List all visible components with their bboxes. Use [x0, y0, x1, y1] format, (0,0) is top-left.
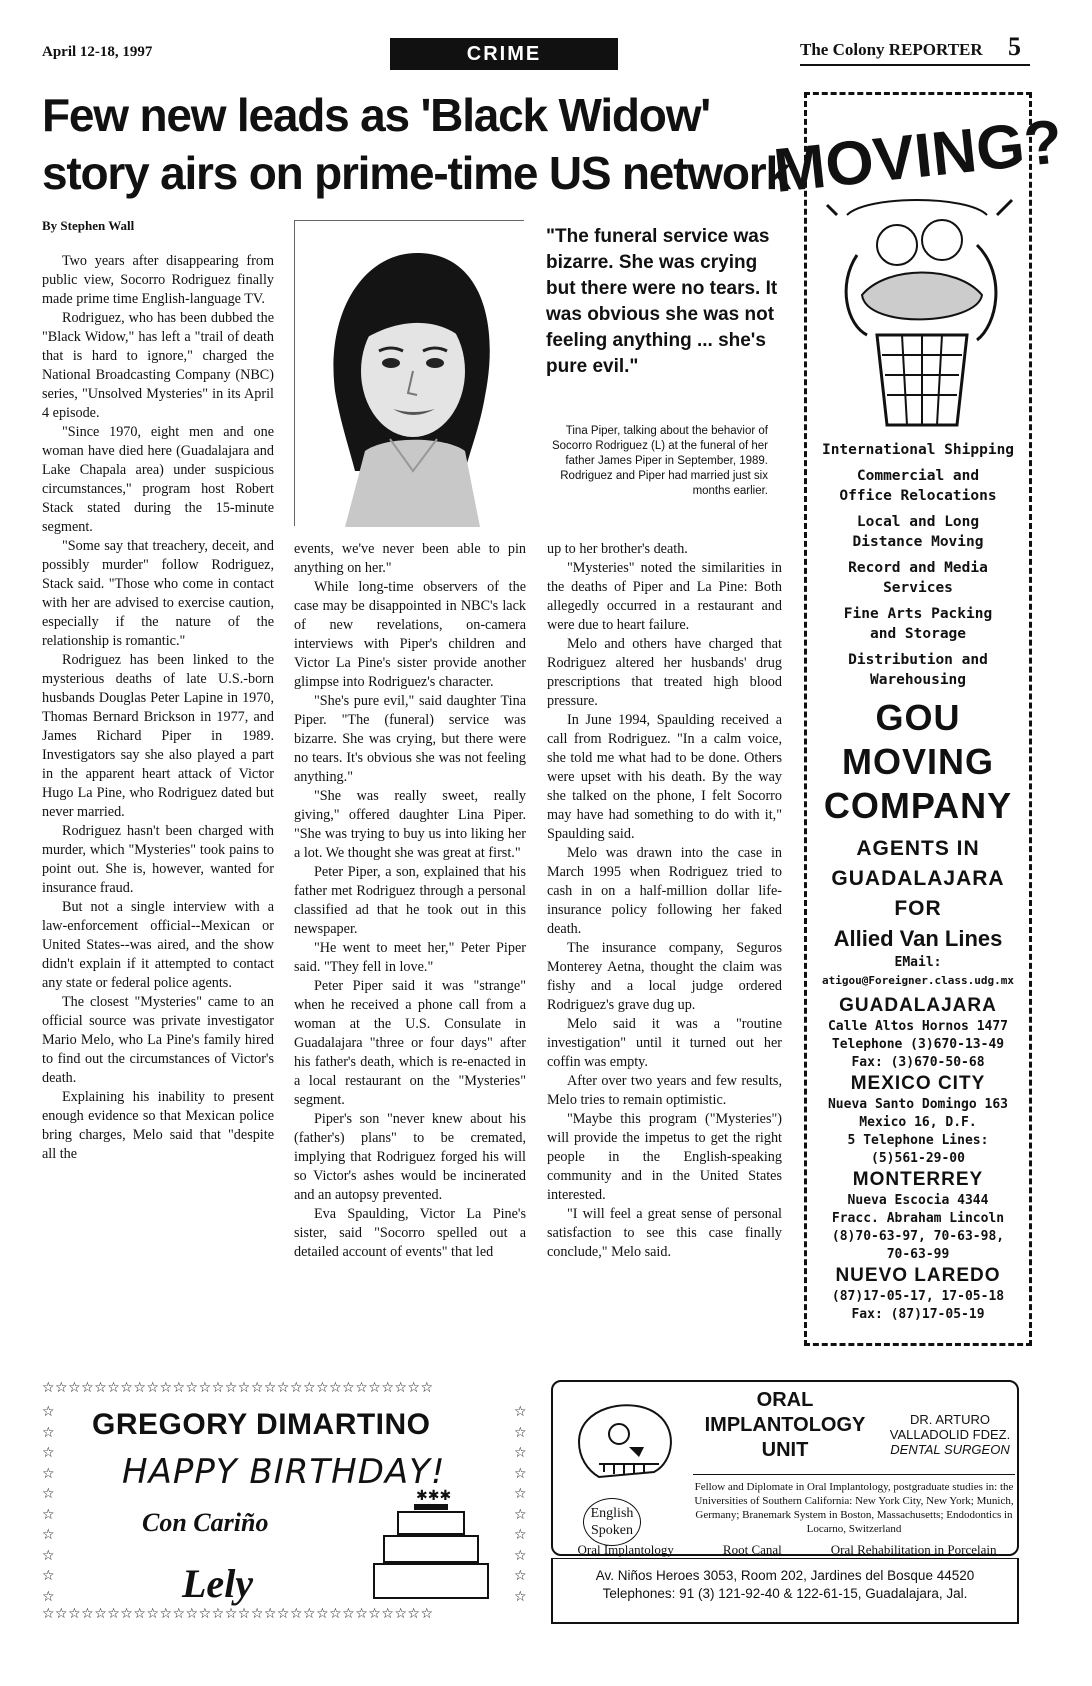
skull-implant-illustration [559, 1392, 689, 1492]
office-line: Fax: (87)17-05-19 [851, 1307, 985, 1322]
paragraph: up to her brother's death. [547, 541, 688, 557]
specialty-item: Oral Rehabilitation in Porcelain [830, 1542, 997, 1557]
office-line: (8)70-63-97, 70-63-98, [831, 1229, 1005, 1244]
paragraph: "Some say that treachery, deceit, and possibly murder" follow Rodriguez, Stack said. "Those who come in contact with her are advised to exercise caution, especially if the nature of the relationship is romantic." [42, 538, 274, 649]
dental-divider [693, 1474, 1015, 1475]
dental-title-line: ORAL [756, 1389, 814, 1411]
birthday-cake-icon [372, 1488, 502, 1602]
office-line: Calle Altos Hornos 1477 [827, 1019, 1008, 1034]
office-city: MEXICO CITY [850, 1073, 986, 1094]
moving-services [807, 440, 1029, 690]
agents-line: AGENTS IN [856, 837, 980, 860]
dental-address: Av. Niños Heroes 3053, Room 202, Jardines del Bosque 44520 [595, 1568, 975, 1583]
paragraph: The closest "Mysteries" came to an official source was private investigator Mario Melo, who La Pine's family hired to find out the circumstances of Victor's death. [42, 994, 274, 1086]
paragraph: events, we've never been able to pin anything on her." [294, 541, 526, 576]
paragraph: "He went to meet her," Peter Piper said. "They fell in love." [294, 940, 526, 975]
moving-logo: MOVING? [770, 107, 1066, 206]
badge-line: Spoken [591, 1523, 633, 1538]
dental-title-line: UNIT [761, 1439, 809, 1461]
service-item: Distribution and Warehousing [848, 652, 988, 688]
paragraph: Rodriguez, who has been dubbed the "Black Widow," has left a "trail of death that is hard to ignore," charged the National Broadcasting Company (NBC) series, "Unsolved Mysteries" in its April 4 episode. [42, 310, 274, 421]
headline: Few new leads as 'Black Widow' story airs on prime-time US network [42, 89, 790, 199]
dental-phones: Telephones: 91 (3) 121-92-40 & 122-61-15, Guadalajara, Jal. [602, 1586, 968, 1601]
birthday-name: GREGORY DIMARTINO [92, 1408, 431, 1441]
dental-address-box [551, 1558, 1019, 1624]
doctor-name-line: DR. ARTURO [910, 1412, 990, 1427]
office-line: Nueva Escocia 4344 [847, 1193, 989, 1208]
dental-specialties [553, 1542, 1021, 1558]
header-rule [800, 64, 1030, 66]
office-line: Telephone (3)670-13-49 [831, 1037, 1005, 1052]
service-item: Fine Arts Packing and Storage [843, 606, 993, 642]
office-line: (87)17-05-17, 17-05-18 [831, 1289, 1005, 1304]
section-banner: CRIME [390, 38, 618, 70]
pull-quote: "The funeral service was bizarre. She was crying but there were no tears. It was obvious she was not feeling anything ... she's pure evil." [546, 226, 778, 377]
agents-line: FOR [894, 897, 942, 920]
company-name [807, 696, 1029, 828]
office-city: NUEVO LAREDO [835, 1265, 1001, 1286]
paragraph: Peter Piper said it was "strange" when he received a phone call from a woman at the U.S. Consulate in Guadalajara "three or four days" after his father's death, which is re-enacted in a local restaurant on the "Mysteries" segment. [294, 978, 526, 1108]
portrait-photo [294, 220, 524, 526]
birthday-con-carino: Con Cariño [142, 1508, 269, 1537]
paragraph: The insurance company, Seguros Monterey Aetna, thought the claim was fishy and a local judge ordered Rodriguez's grave dug up. [547, 940, 782, 1013]
badge-line: English [590, 1506, 634, 1521]
doctor-role: DENTAL SURGEON [890, 1442, 1010, 1457]
email-address[interactable]: atigou@Foreigner.class.udg.mx [821, 974, 1015, 987]
dental-ad [551, 1380, 1019, 1556]
paragraph: Two years after disappearing from public view, Socorro Rodriguez finally made prime time English-language TV. [42, 253, 274, 307]
office-line: (5)561-29-00 [871, 1151, 965, 1166]
paragraph: "I will feel a great sense of personal satisfaction to see this case finally conclude," Melo said. [547, 1206, 782, 1260]
office-line: 5 Telephone Lines: [847, 1133, 989, 1148]
paragraph: Melo was drawn into the case in March 1995 when Rodriguez tried to cash in on a half-million dollar life-insurance policy following her faked death. [547, 845, 782, 937]
svg-text:✱✱✱: ✱✱✱ [416, 1488, 452, 1504]
paragraph: "Mysteries" noted the similarities in the deaths of Piper and La Pine: Both allegedly occurred in a restaurant and were due to heart failure. [547, 560, 782, 633]
doctor-name-line: VALLADOLID FDEZ. [889, 1427, 1011, 1442]
article-column-2 [294, 540, 526, 1372]
article-column-3 [547, 540, 782, 1372]
paragraph: Peter Piper, a son, explained that his father met Rodriguez through a personal classified ad that he took out in this newspaper. [294, 864, 526, 937]
service-item: International Shipping [821, 442, 1015, 458]
service-item: Record and Media Services [848, 560, 988, 596]
star-border-bottom: ☆☆☆☆☆☆☆☆☆☆☆☆☆☆☆☆☆☆☆☆☆☆☆☆☆☆☆☆☆☆ [42, 1606, 434, 1622]
office-line: Nueva Santo Domingo 163 [827, 1097, 1008, 1112]
paragraph: Explaining his inability to present enough evidence so that Mexican police bring charges, Melo said that "despite all the [42, 1089, 274, 1162]
paragraph: In June 1994, Spaulding received a call from Rodriguez. "In a calm voice, she told me what had to be done. Others were upset with his death. By the way she talked on the phone, I felt Socorro may have had something to do with it," Spaulding said. [547, 712, 782, 842]
service-item: Local and Long Distance Moving [852, 514, 984, 550]
article-column-1 [42, 252, 274, 1372]
star-border-right: ☆ ☆ ☆ ☆ ☆ ☆ ☆ ☆ ☆ ☆ [514, 1404, 527, 1605]
service-item: Commercial and Office Relocations [839, 468, 997, 504]
paragraph: "Maybe this program ("Mysteries") will provide the impetus to get the right people in the English-speaking community and in the United States interested. [547, 1111, 782, 1203]
office-line: Fracc. Abraham Lincoln [831, 1211, 1005, 1226]
dental-title-line: IMPLANTOLOGY [704, 1414, 866, 1436]
paragraph: "Since 1970, eight men and one woman have died here (Guadalajara and Lake Chapala area) under suspicious circumstances," program host Robert Stack stated during the 15-minute segment. [42, 424, 274, 535]
star-border-left: ☆ ☆ ☆ ☆ ☆ ☆ ☆ ☆ ☆ ☆ [42, 1404, 55, 1605]
paragraph: Eva Spaulding, Victor La Pine's sister, said "Socorro spelled out a detailed account of events" that led [294, 1206, 526, 1260]
allied-van-lines: Allied Van Lines [833, 926, 1003, 951]
english-spoken-badge [583, 1498, 641, 1546]
paragraph: "She was really sweet, really giving," offered daughter Lina Piper. "She was trying to buy us into liking her a lot. We thought she was great at first." [294, 788, 526, 861]
star-border-top: ☆☆☆☆☆☆☆☆☆☆☆☆☆☆☆☆☆☆☆☆☆☆☆☆☆☆☆☆☆☆ [42, 1380, 434, 1396]
specialty-item: Root Canal [722, 1542, 782, 1557]
moving-company-ad [770, 92, 1066, 1346]
agents-line: GUADALAJARA [831, 867, 1005, 890]
office-line: Fax: (3)670-50-68 [851, 1055, 985, 1070]
paragraph: Melo said it was a "routine investigation" until it turned out her coffin was empty. [547, 1016, 782, 1070]
moving-balloon-illustration [770, 95, 1066, 435]
dental-unit-title [685, 1388, 885, 1463]
newspaper-name: The Colony REPORTER [800, 40, 983, 59]
issue-date: April 12-18, 1997 [42, 44, 153, 60]
specialty-item: Oral Implantology [577, 1542, 674, 1557]
paragraph: After over two years and few results, Melo tries to remain optimistic. [547, 1073, 782, 1108]
paragraph: "She's pure evil," said daughter Tina Piper. "The (funeral) service was bizarre. She was crying, but there were no tears. It's obvious she was not feeling anything." [294, 693, 526, 785]
portrait-image [295, 221, 525, 527]
email-label: EMail: [894, 955, 942, 970]
byline: By Stephen Wall [42, 218, 135, 233]
dental-doctor [883, 1412, 1017, 1457]
office-line: Mexico 16, D.F. [859, 1115, 977, 1130]
company-name-line: COMPANY [823, 785, 1013, 826]
paragraph: Rodriguez hasn't been charged with murder, which "Mysteries" took pains to point out. She is, however, wanted for insurance fraud. [42, 823, 274, 896]
company-name-line: MOVING [841, 741, 994, 782]
birthday-greeting: HAPPY BIRTHDAY! [122, 1452, 446, 1492]
paragraph: Piper's son "never knew about his (father's) plans" to be cremated, implying that Rodriguez forged his will so Victor's ashes would be incinerated and an autopsy prevented. [294, 1111, 526, 1203]
office-city: GUADALAJARA [839, 995, 997, 1016]
page-number: 5 [1008, 32, 1021, 61]
company-name-line: GOU [875, 697, 961, 738]
agents-heading [807, 834, 1029, 924]
photo-caption: Tina Piper, talking about the behavior of Socorro Rodriguez (L) at the funeral of her father James Piper in September, 1989. Rodriguez and Piper had married just six months earlier. [551, 425, 768, 497]
office-line: 70-63-99 [886, 1247, 950, 1262]
birthday-ad [42, 1380, 532, 1624]
paragraph: But not a single interview with a law-enforcement official--Mexican or United States--was aired, and the show didn't explain if it attempted to contact any state or federal police agents. [42, 899, 274, 991]
paragraph: While long-time observers of the case may be disappointed in NBC's lack of new revelations, on-camera interviews with Piper's children and Victor La Pine's sister provide another glimpse into Rodriguez's character. [294, 579, 526, 690]
dental-credentials: Fellow and Diplomate in Oral Implantology, postgraduate studies in: the Universities of Southern California: New York City, New York; Munich, Germany; Branemark System in Boston, Massachusetts; Endodontics in Locarno, Switzerland [694, 1481, 1014, 1535]
office-city: MONTERREY [852, 1169, 984, 1190]
birthday-signature: Lely [182, 1561, 254, 1606]
paragraph: Rodriguez has been linked to the mysterious deaths of late U.S.-born husbands Douglas Peter Lapine in 1970, Thomas Bernard Brickson in 1977, and James Richard Piper in 1989. Investigators say she also played a part in the apparent heart attack of Victor Hugo La Pine, who Rodriguez dated but never married. [42, 652, 274, 820]
paragraph: Melo and others have charged that Rodriguez altered her husbands' drug prescriptions that treated high blood pressure. [547, 636, 782, 709]
